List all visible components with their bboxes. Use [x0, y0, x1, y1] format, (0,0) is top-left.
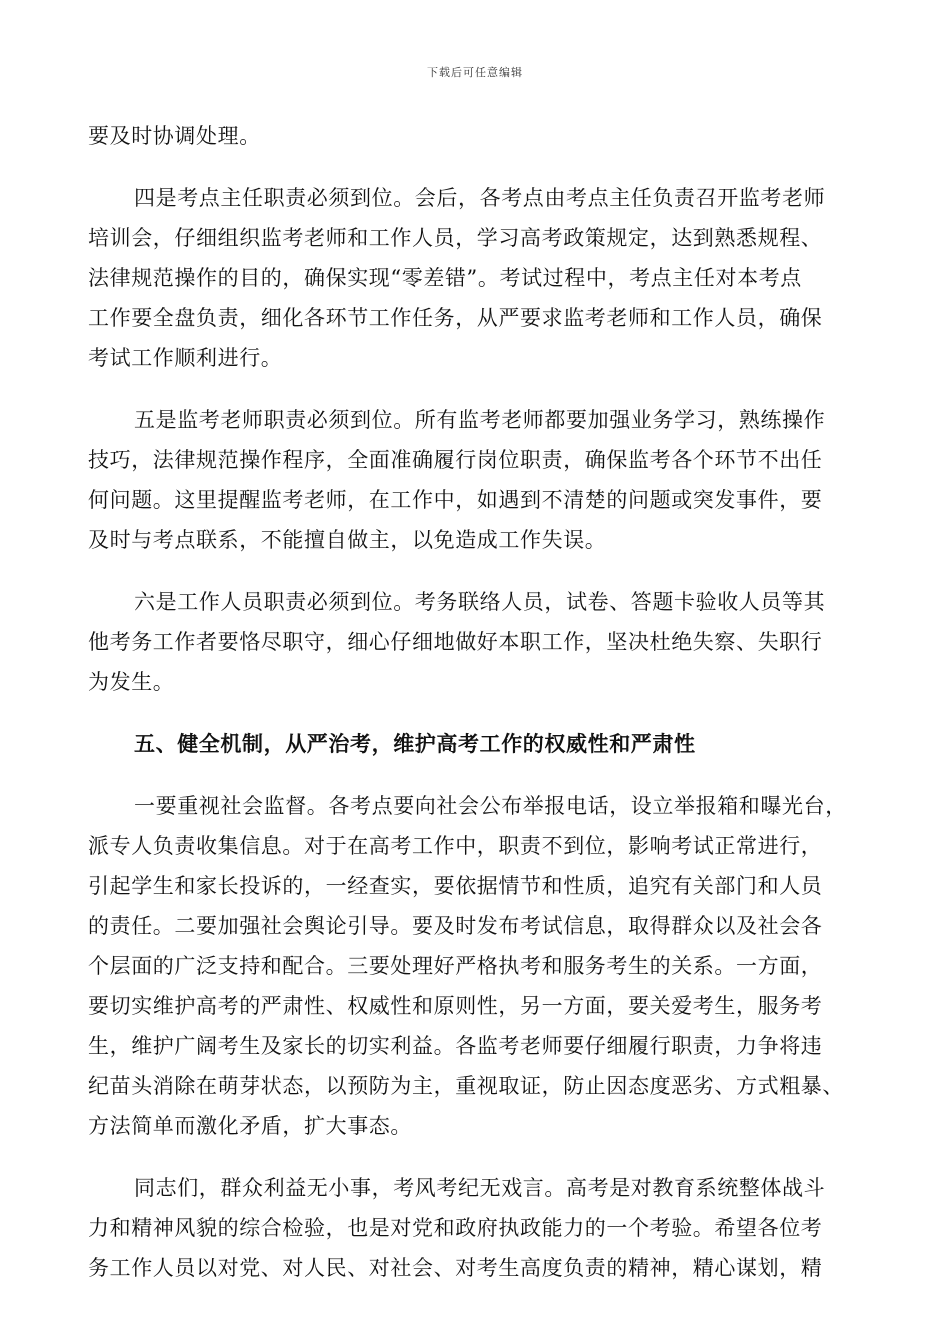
text-line: 个层面的广泛支持和配合。三要处理好严格执考和服务考生的关系。一方面，: [88, 954, 823, 978]
text-line: 为发生。: [88, 670, 175, 694]
text-line: 法律规范操作的目的，确保实现“零差错”。考试过程中，考点主任对本考点: [88, 266, 802, 290]
text-line: 引起学生和家长投诉的，一经查实，要依据情节和性质，追究有关部门和人员: [88, 874, 823, 898]
text-line: 同志们，群众利益无小事，考风考纪无戏言。高考是对教育系统整体战斗: [134, 1176, 826, 1200]
text-line: 考试工作顺利进行。: [88, 346, 283, 370]
paragraph-duty-5: [88, 400, 862, 560]
section-heading: [88, 724, 862, 764]
page-header: 下载后可任意编辑: [427, 66, 523, 79]
paragraph-closing: [88, 1168, 862, 1288]
text-line: 技巧，法律规范操作程序，全面准确履行岗位职责，确保监考各个环节不出任: [88, 448, 823, 472]
document-body: [88, 116, 862, 1288]
text-line: 他考务工作者要恪尽职守，细心仔细地做好本职工作，坚决杜绝失察、失职行: [88, 630, 823, 654]
text-line: 生，维护广阔考生及家长的切实利益。各监考老师要仔细履行职责，力争将违: [88, 1034, 823, 1058]
paragraph-duty-6: [88, 582, 862, 702]
paragraph-duty-4: [88, 178, 862, 378]
text-line: 四是考点主任职责必须到位。会后，各考点由考点主任负责召开监考老师: [134, 186, 826, 210]
text-line: 纪苗头消除在萌芽状态，以预防为主，重视取证，防止因态度恶劣、方式粗暴、: [88, 1074, 844, 1098]
text-line: 工作要全盘负责，细化各环节工作任务，从严要求监考老师和工作人员，确保: [88, 306, 823, 330]
section-heading-text: 五、健全机制，从严治考，维护高考工作的权威性和严肃性: [134, 731, 696, 756]
text-line: 方法简单而激化矛盾，扩大事态。: [88, 1114, 412, 1138]
text-line: 要及时协调处理。: [88, 124, 261, 148]
text-line: 何问题。这里提醒监考老师，在工作中，如遇到不清楚的问题或突发事件，要: [88, 488, 823, 512]
text-line: 要切实维护高考的严肃性、权威性和原则性，另一方面，要关爱考生，服务考: [88, 994, 823, 1018]
text-line: 五是监考老师职责必须到位。所有监考老师都要加强业务学习，熟练操作: [134, 408, 826, 432]
text-line: 及时与考点联系，不能擅自做主，以免造成工作失误。: [88, 528, 607, 552]
text-line: 的责任。二要加强社会舆论引导。要及时发布考试信息，取得群众以及社会各: [88, 914, 823, 938]
text-line: 派专人负责收集信息。对于在高考工作中，职责不到位，影响考试正常进行，: [88, 834, 823, 858]
text-line: 一要重视社会监督。各考点要向社会公布举报电话，设立举报箱和曝光台，: [134, 794, 847, 818]
paragraph-supervision: [88, 786, 862, 1146]
text-line: 六是工作人员职责必须到位。考务联络人员，试卷、答题卡验收人员等其: [134, 590, 826, 614]
paragraph-intro: [88, 116, 862, 156]
text-line: 务工作人员以对党、对人民、对社会、对考生高度负责的精神，精心谋划，精: [88, 1256, 823, 1280]
text-line: 力和精神风貌的综合检验，也是对党和政府执政能力的一个考验。希望各位考: [88, 1216, 823, 1240]
text-line: 培训会，仔细组织监考老师和工作人员，学习高考政策规定，达到熟悉规程、: [88, 226, 823, 250]
